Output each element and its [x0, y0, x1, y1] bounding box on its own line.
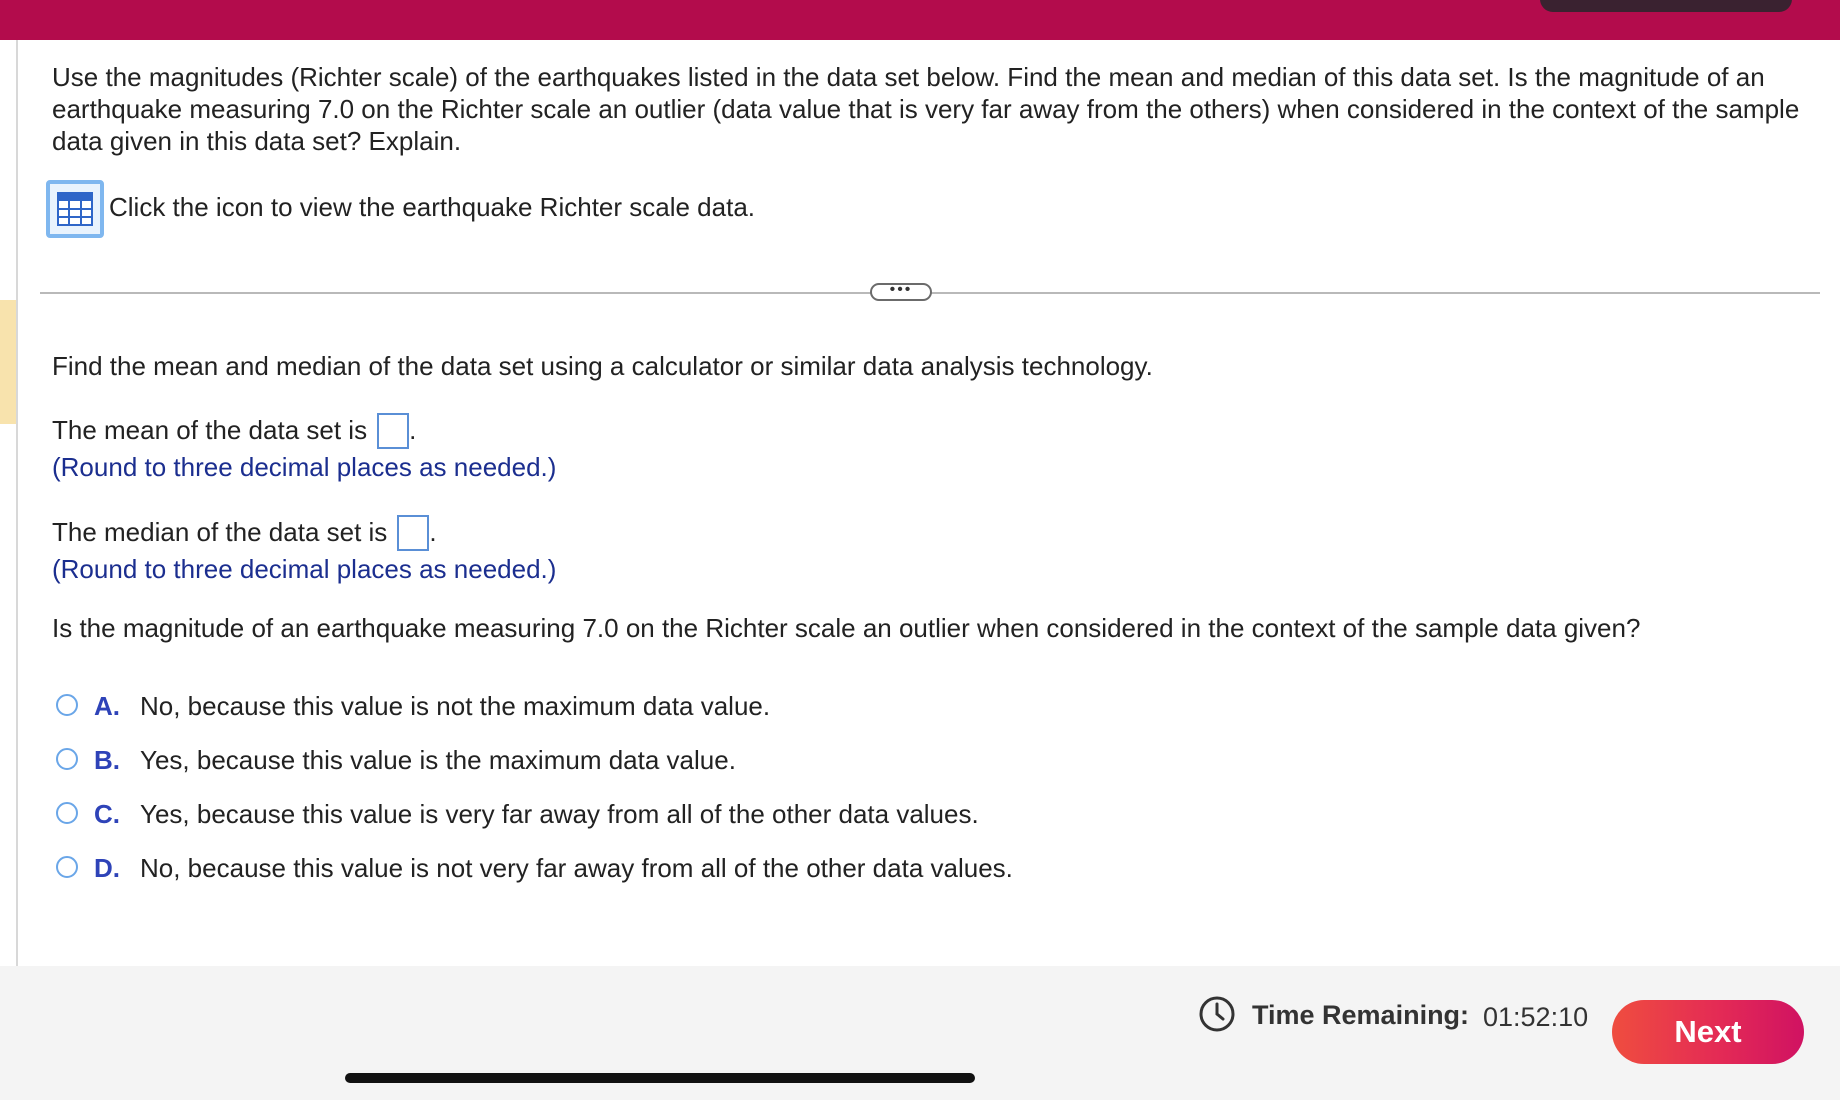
- option-d-letter: D.: [94, 853, 120, 883]
- clock-icon: [1198, 995, 1236, 1033]
- option-b-text: Yes, because this value is the maximum data value.: [140, 745, 736, 775]
- option-c-text: Yes, because this value is very far away from all of the other data values.: [140, 799, 979, 829]
- time-remaining-value: 01:52:10: [1483, 1002, 1589, 1032]
- left-border: [16, 40, 18, 966]
- mean-rounding-hint: (Round to three decimal places as needed.): [52, 452, 557, 482]
- question-part-marker: [0, 300, 16, 424]
- median-rounding-hint: (Round to three decimal places as needed.): [52, 554, 557, 584]
- option-b-letter: B.: [94, 745, 120, 775]
- mean-answer-input[interactable]: [377, 413, 409, 449]
- time-remaining-label: Time Remaining:: [1252, 1000, 1470, 1030]
- data-table-button[interactable]: [46, 180, 104, 238]
- table-grid-icon: [57, 192, 93, 226]
- instruction-text: Find the mean and median of the data set using a calculator or similar data analysis technology.: [52, 351, 1153, 381]
- option-d-radio[interactable]: [56, 856, 78, 878]
- top-header-bar: [0, 0, 1840, 40]
- option-c-letter: C.: [94, 799, 120, 829]
- outlier-question: Is the magnitude of an earthquake measuring 7.0 on the Richter scale an outlier when considered in the context of the sample data given?: [52, 613, 1641, 643]
- data-link-text[interactable]: Click the icon to view the earthquake Richter scale data.: [109, 192, 756, 222]
- option-a-radio[interactable]: [56, 694, 78, 716]
- next-button[interactable]: Next: [1612, 1000, 1804, 1064]
- question-text: Use the magnitudes (Richter scale) of the earthquakes listed in the data set below. Find the mean and median of this data set. Is the magnitude of an earthquake measuring 7.0 on the Richter scale an outlier (data value that is very far away from the others) when considered in the context of the sample data given in this data set? Explain.: [52, 62, 1800, 156]
- mean-period: .: [409, 415, 417, 445]
- option-a-letter: A.: [94, 691, 120, 721]
- option-a-text: No, because this value is not the maximum data value.: [140, 691, 771, 721]
- home-indicator: [345, 1073, 975, 1083]
- option-b-radio[interactable]: [56, 748, 78, 770]
- option-d-text: No, because this value is not very far away from all of the other data values.: [140, 853, 1013, 883]
- median-answer-input[interactable]: [397, 515, 429, 551]
- header-control[interactable]: [1540, 0, 1792, 12]
- option-c-radio[interactable]: [56, 802, 78, 824]
- mean-row: [52, 413, 416, 449]
- expand-more-button[interactable]: •••: [870, 283, 932, 301]
- median-prompt: The median of the data set is: [52, 517, 388, 547]
- median-period: .: [429, 517, 437, 547]
- median-row: [52, 515, 437, 551]
- mean-prompt: The mean of the data set is: [52, 415, 368, 445]
